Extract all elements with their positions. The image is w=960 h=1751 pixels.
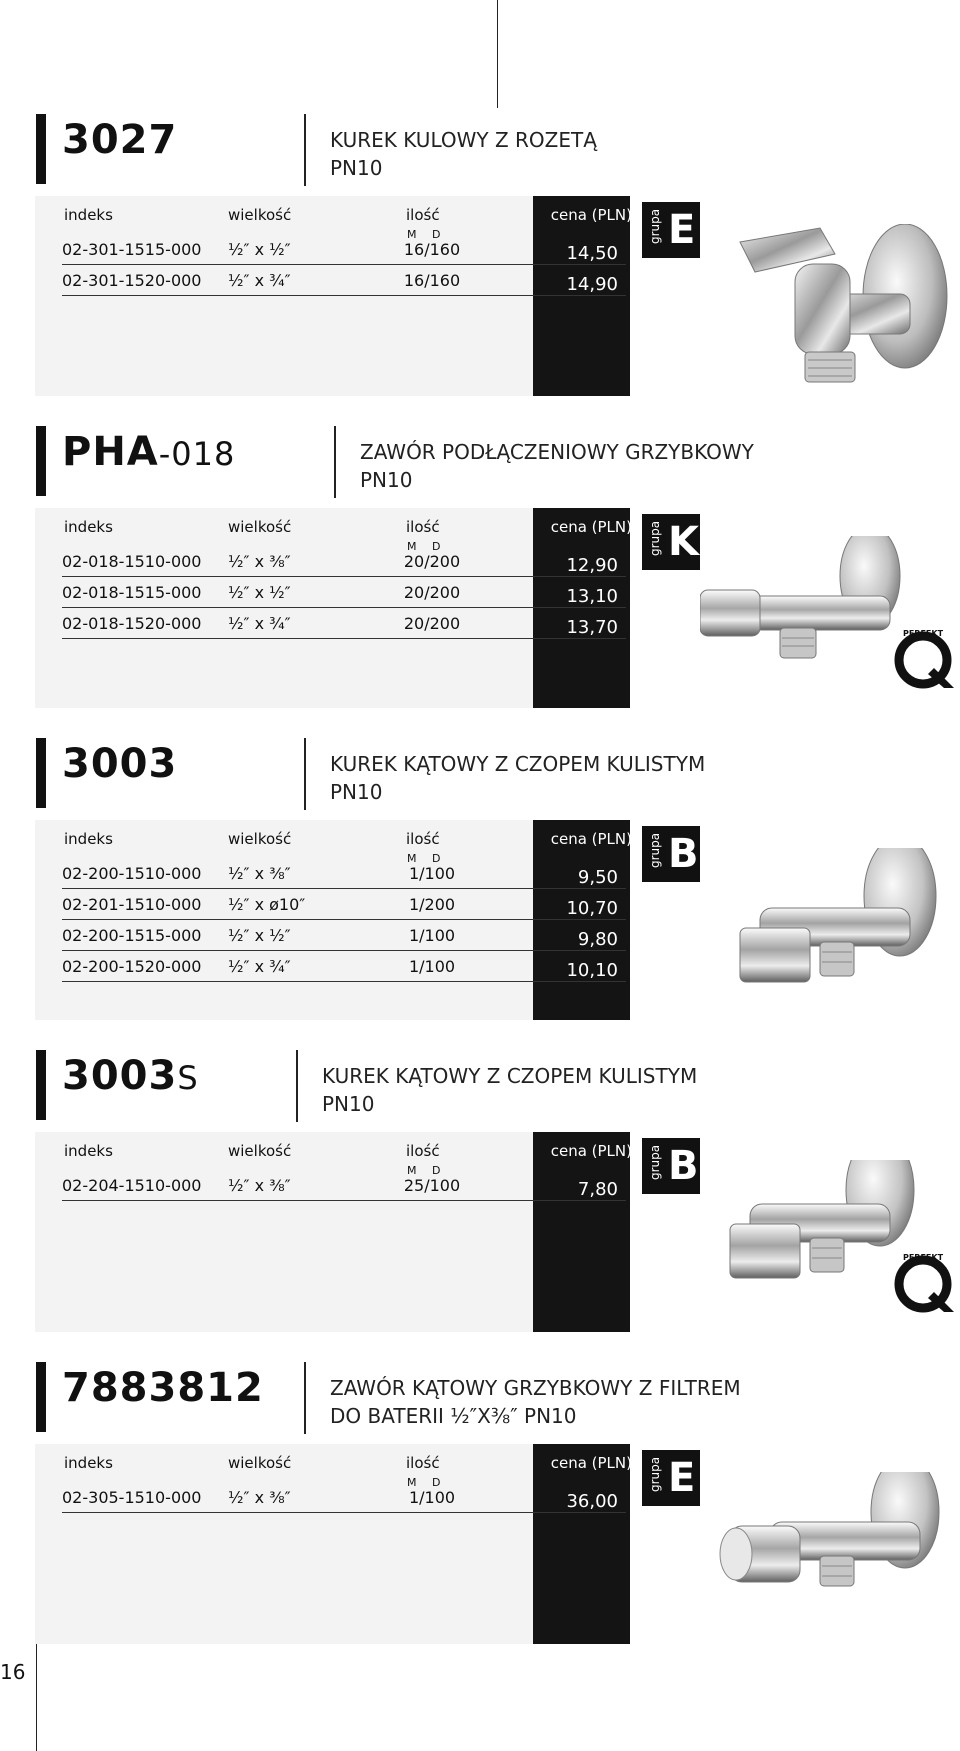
cell-qty: 20/200 (403, 614, 461, 633)
header-index: indeks (64, 518, 113, 536)
cell-size: ½″ x ø10″ (228, 895, 306, 914)
cell-qty: 1/100 (408, 864, 456, 883)
group-letter: K (668, 519, 699, 565)
angle-valve-image (700, 848, 960, 1018)
price-column (533, 196, 630, 396)
filter-angle-valve-image (700, 1472, 960, 1642)
product-title: ZAWÓR KĄTOWY GRZYBKOWY Z FILTREM DO BATERII ½″X⅜″ PN10 (330, 1376, 741, 1428)
section-marker (36, 1050, 46, 1120)
group-letter: B (668, 831, 699, 877)
cell-size: ½″ x ½″ (228, 583, 291, 602)
header-qty: ilość (406, 1142, 440, 1160)
product-title: KUREK KULOWY Z ROZETĄ PN10 (330, 128, 597, 180)
cell-index: 02-204-1510-000 (62, 1176, 202, 1195)
header-size: wielkość (228, 206, 292, 224)
price-column (533, 1444, 630, 1644)
product-title: KUREK KĄTOWY Z CZOPEM KULISTYM PN10 (322, 1064, 698, 1116)
header-qty-sub: M D (407, 1164, 447, 1177)
row-divider (62, 981, 626, 982)
group-badge (642, 202, 700, 258)
group-label: grupa (648, 1144, 662, 1180)
cell-price: 12,90 (566, 555, 618, 576)
title-divider (304, 738, 306, 810)
cell-index: 02-301-1515-000 (62, 240, 202, 259)
header-qty: ilość (406, 518, 440, 536)
header-price: cena (PLN) (550, 830, 632, 848)
cell-qty: 25/100 (403, 1176, 461, 1195)
cell-price: 14,90 (566, 274, 618, 295)
table-background (35, 196, 533, 396)
product-section-3027 (0, 114, 960, 396)
header-price: cena (PLN) (550, 206, 632, 224)
table-row (62, 265, 630, 296)
bottom-rule (36, 1638, 37, 1751)
top-rule (497, 0, 498, 108)
group-badge (642, 826, 700, 882)
product-code: PHA-018 (62, 429, 236, 475)
section-marker (36, 1362, 46, 1432)
row-divider (62, 1512, 626, 1513)
cell-price: 36,00 (566, 1491, 618, 1512)
product-code: 3003 (62, 741, 178, 787)
header-size: wielkość (228, 1454, 292, 1472)
header-qty: ilość (406, 1454, 440, 1472)
cell-qty: 1/100 (408, 957, 456, 976)
cell-size: ½″ x ½″ (228, 240, 291, 259)
table-row (62, 951, 630, 982)
cell-qty: 1/200 (408, 895, 456, 914)
title-divider (296, 1050, 298, 1122)
header-qty: ilość (406, 830, 440, 848)
group-letter: B (668, 1143, 699, 1189)
header-price: cena (PLN) (550, 1142, 632, 1160)
cell-qty: 16/160 (403, 271, 461, 290)
group-label: grupa (648, 520, 662, 556)
header-price: cena (PLN) (550, 518, 632, 536)
product-section-7883812 (0, 1362, 960, 1644)
header-size: wielkość (228, 830, 292, 848)
group-label: grupa (648, 1456, 662, 1492)
group-label: grupa (648, 208, 662, 244)
header-size: wielkość (228, 1142, 292, 1160)
table-row (62, 858, 630, 889)
header-index: indeks (64, 1142, 113, 1160)
cell-qty: 20/200 (403, 583, 461, 602)
cell-size: ½″ x ¾″ (228, 614, 291, 633)
cell-size: ½″ x ⅜″ (228, 552, 291, 571)
cell-price: 14,50 (566, 243, 618, 264)
header-index: indeks (64, 206, 113, 224)
group-badge (642, 1138, 700, 1194)
table-background (35, 1444, 533, 1644)
section-marker (36, 426, 46, 496)
group-badge (642, 1450, 700, 1506)
header-qty: ilość (406, 206, 440, 224)
cell-size: ½″ x ¾″ (228, 271, 291, 290)
product-section-pha-018 (0, 426, 960, 708)
cell-price: 10,10 (566, 960, 618, 981)
group-letter: E (668, 207, 696, 253)
header-size: wielkość (228, 518, 292, 536)
header-qty-sub: M D (407, 228, 447, 241)
table-row (62, 546, 630, 577)
cell-price: 13,10 (566, 586, 618, 607)
table-row (62, 608, 630, 639)
product-section-3003s (0, 1050, 960, 1332)
header-qty-sub: M D (407, 852, 447, 865)
cell-price: 10,70 (566, 898, 618, 919)
table-background (35, 1132, 533, 1332)
ball-valve-image (700, 224, 960, 394)
table-row (62, 889, 630, 920)
group-label: grupa (648, 832, 662, 868)
product-code: 3003S (62, 1053, 199, 1099)
title-divider (304, 114, 306, 186)
cell-price: 7,80 (577, 1179, 618, 1200)
cell-index: 02-018-1510-000 (62, 552, 202, 571)
group-letter: E (668, 1455, 696, 1501)
cell-index: 02-018-1520-000 (62, 614, 202, 633)
cell-size: ½″ x ½″ (228, 926, 291, 945)
cell-price: 9,80 (577, 929, 618, 950)
cell-size: ½″ x ¾″ (228, 957, 291, 976)
table-row (62, 577, 630, 608)
cell-size: ½″ x ⅜″ (228, 1176, 291, 1195)
title-divider (334, 426, 336, 498)
section-marker (36, 114, 46, 184)
title-divider (304, 1362, 306, 1434)
header-qty-sub: M D (407, 540, 447, 553)
section-marker (36, 738, 46, 808)
cell-index: 02-200-1520-000 (62, 957, 202, 976)
cell-price: 13,70 (566, 617, 618, 638)
perfekt-logo-text: PERFEKT (902, 1253, 944, 1262)
cell-index: 02-200-1510-000 (62, 864, 202, 883)
cell-price: 9,50 (577, 867, 618, 888)
header-qty-sub: M D (407, 1476, 447, 1489)
product-section-3003 (0, 738, 960, 1020)
perfekt-logo-text: PERFEKT (902, 629, 944, 638)
perfekt-quality-logo (890, 624, 956, 690)
price-column (533, 1132, 630, 1332)
header-price: cena (PLN) (550, 1454, 632, 1472)
row-divider (62, 638, 626, 639)
perfekt-quality-logo (890, 1248, 956, 1314)
group-badge (642, 514, 700, 570)
page-number: 16 (0, 1660, 26, 1684)
header-index: indeks (64, 1454, 113, 1472)
row-divider (62, 1200, 626, 1201)
cell-index: 02-301-1520-000 (62, 271, 202, 290)
product-title: KUREK KĄTOWY Z CZOPEM KULISTYM PN10 (330, 752, 706, 804)
table-row (62, 1170, 630, 1201)
table-row (62, 1482, 630, 1513)
cell-index: 02-305-1510-000 (62, 1488, 202, 1507)
table-row (62, 920, 630, 951)
cell-qty: 20/200 (403, 552, 461, 571)
row-divider (62, 295, 626, 296)
cell-index: 02-200-1515-000 (62, 926, 202, 945)
product-code: 3027 (62, 117, 178, 163)
cell-qty: 1/100 (408, 1488, 456, 1507)
cell-size: ½″ x ⅜″ (228, 1488, 291, 1507)
product-title: ZAWÓR PODŁĄCZENIOWY GRZYBKOWY PN10 (360, 440, 754, 492)
header-index: indeks (64, 830, 113, 848)
cell-qty: 16/160 (403, 240, 461, 259)
product-code: 7883812 (62, 1365, 264, 1411)
cell-index: 02-018-1515-000 (62, 583, 202, 602)
cell-index: 02-201-1510-000 (62, 895, 202, 914)
cell-size: ½″ x ⅜″ (228, 864, 291, 883)
cell-qty: 1/100 (408, 926, 456, 945)
table-row (62, 234, 630, 265)
